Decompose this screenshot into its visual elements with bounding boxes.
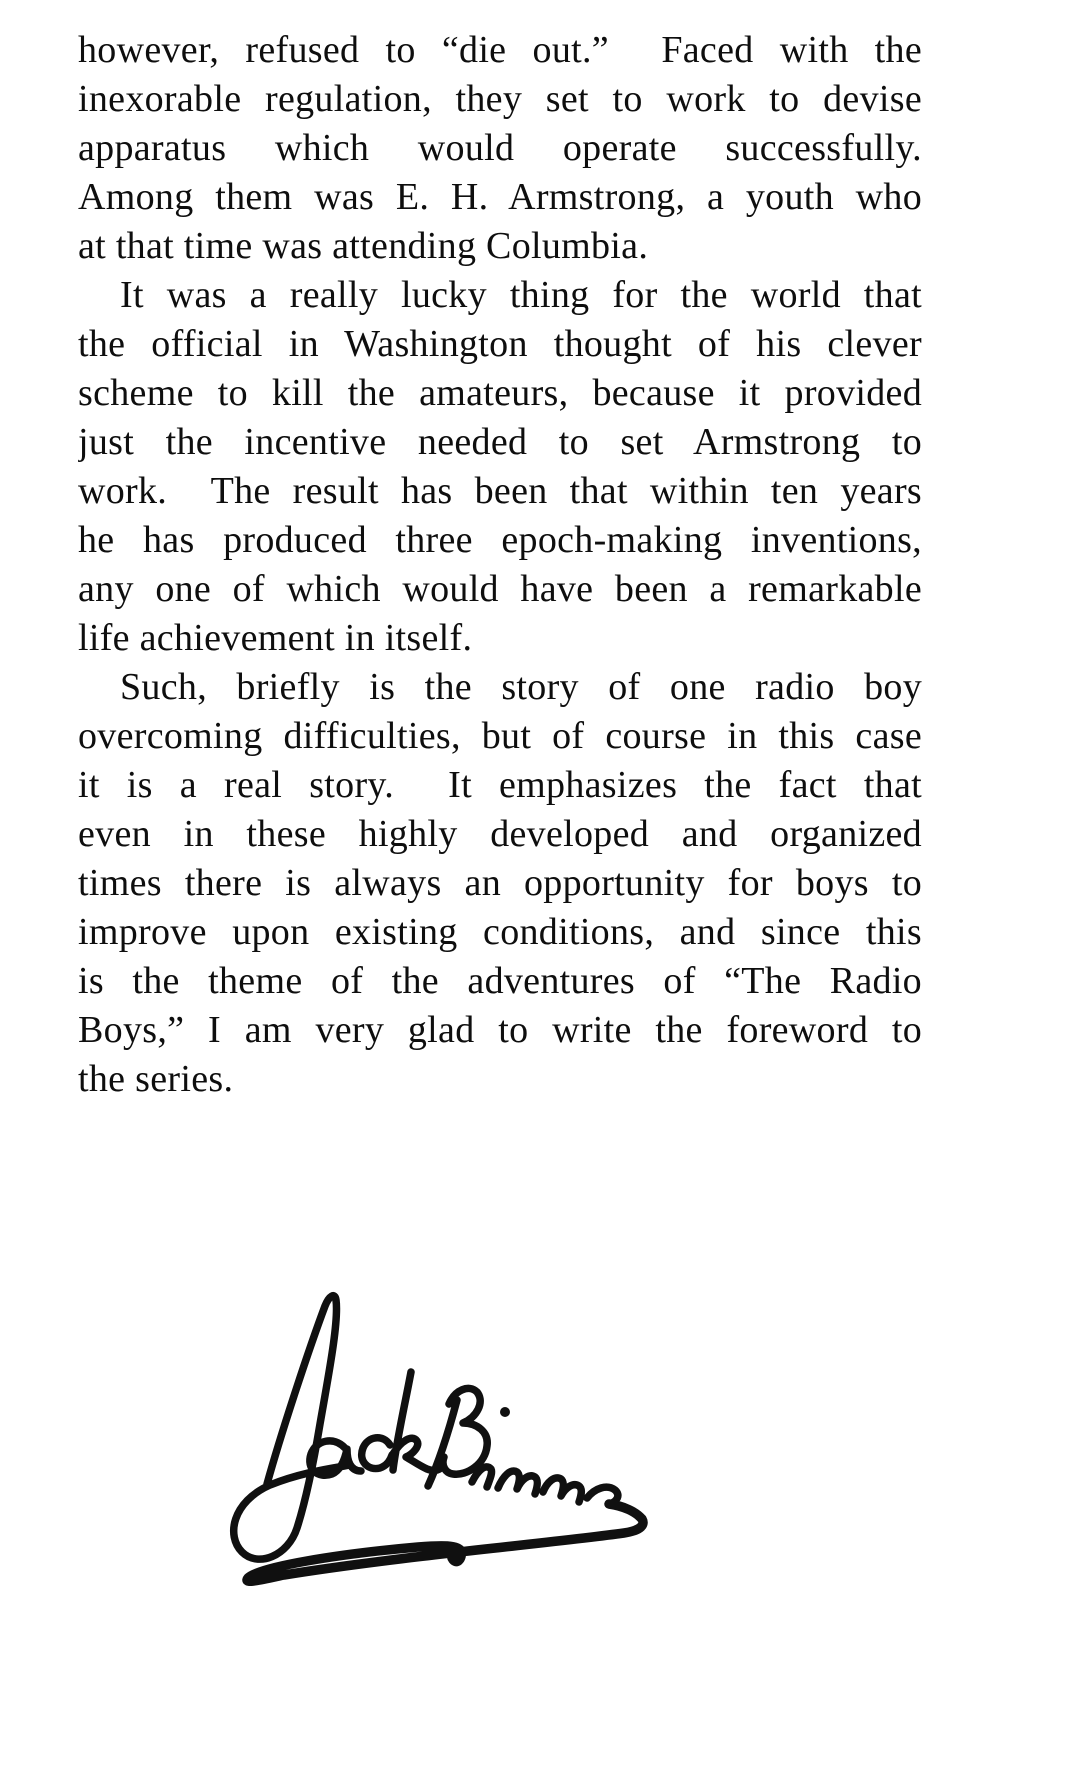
text-line: he has produced three epoch-making inventions, bbox=[78, 519, 922, 561]
text-line: however, refused to “die out.” Faced with the bbox=[78, 29, 922, 71]
signature-image bbox=[222, 1288, 670, 1598]
text-line: times there is always an opportunity for boys to bbox=[78, 862, 922, 904]
text-line: overcoming difficulties, but of course in this case bbox=[78, 715, 922, 757]
text-line: any one of which would have been a remarkable bbox=[78, 568, 922, 610]
text-line: is the theme of the adventures of “The Radio bbox=[78, 960, 922, 1002]
text-line: improve upon existing conditions, and since this bbox=[78, 911, 922, 953]
text-line: the official in Washington thought of his clever bbox=[78, 323, 922, 365]
text-line: life achievement in itself. bbox=[78, 617, 473, 659]
text-line: it is a real story. It emphasizes the fact that bbox=[78, 764, 922, 806]
signature-flourish bbox=[247, 1504, 643, 1581]
text-line: Such, briefly is the story of one radio boy bbox=[120, 666, 922, 708]
text-line: scheme to kill the amateurs, because it provided bbox=[78, 372, 922, 414]
signature-stroke bbox=[393, 1372, 441, 1470]
body-text bbox=[78, 26, 922, 1104]
text-line: work. The result has been that within ten years bbox=[78, 470, 922, 512]
text-line: just the incentive needed to set Armstrong to bbox=[78, 421, 922, 463]
text-line: apparatus which would operate successfully. bbox=[78, 127, 922, 169]
signature-jack-binns bbox=[222, 1288, 670, 1598]
signature-i-dot bbox=[500, 1407, 510, 1417]
text-line: the series. bbox=[78, 1058, 234, 1100]
text-line: It was a really lucky thing for the world that bbox=[120, 274, 922, 316]
signature-stroke bbox=[472, 1467, 618, 1504]
text-line: at that time was attending Columbia. bbox=[78, 225, 649, 267]
text-line: Boys,” I am very glad to write the foreword to bbox=[78, 1009, 922, 1051]
text-line: inexorable regulation, they set to work to devise bbox=[78, 78, 922, 120]
text-line: Among them was E. H. Armstrong, a youth who bbox=[78, 176, 922, 218]
text-line: even in these highly developed and organized bbox=[78, 813, 922, 855]
signature-stroke bbox=[234, 1296, 350, 1559]
signature-stroke bbox=[362, 1438, 392, 1469]
